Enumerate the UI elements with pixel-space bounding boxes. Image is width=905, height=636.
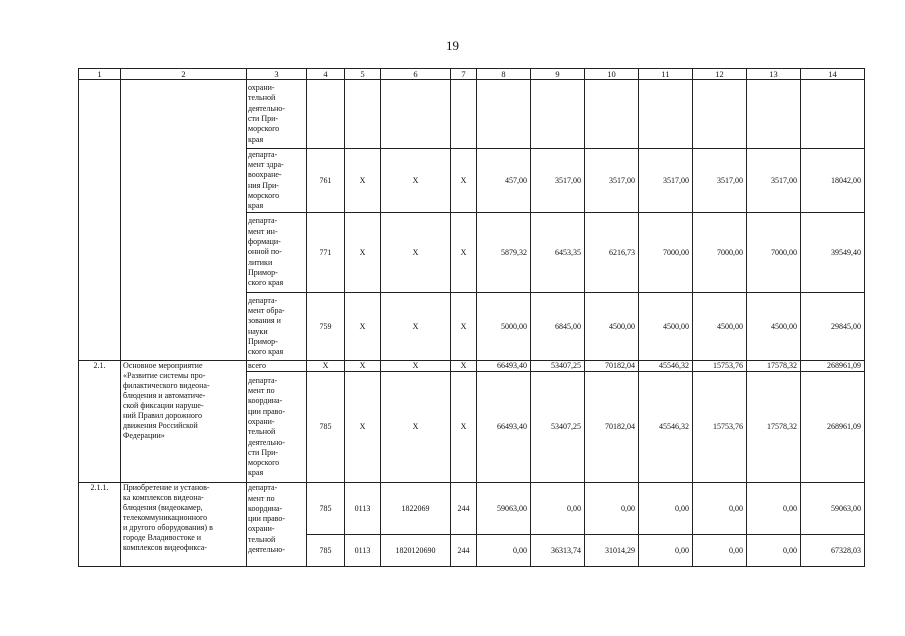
cell-activity xyxy=(121,80,247,361)
cell-amount: 4500,00 xyxy=(585,293,639,361)
cell-code: X xyxy=(451,293,477,361)
cell-amount: 7000,00 xyxy=(747,213,801,293)
column-header: 4 xyxy=(307,69,345,80)
cell-amount: 6453,35 xyxy=(531,213,585,293)
cell-executor: департа- мент здра- воохране- ния При- морского края xyxy=(247,149,307,213)
cell-executor: департа- мент обра- зования и науки Примор- ского края xyxy=(247,293,307,361)
cell-code: X xyxy=(451,372,477,483)
cell-code: X xyxy=(345,372,381,483)
budget-table xyxy=(78,68,865,567)
table-row xyxy=(79,80,865,149)
cell-amount: 59063,00 xyxy=(477,483,531,535)
cell-code: 244 xyxy=(451,535,477,567)
cell-amount: 0,00 xyxy=(531,483,585,535)
cell-amount: 5879,32 xyxy=(477,213,531,293)
cell-amount: 3517,00 xyxy=(693,149,747,213)
cell xyxy=(639,80,693,149)
cell-amount: 3517,00 xyxy=(747,149,801,213)
cell-amount: 4500,00 xyxy=(639,293,693,361)
cell-amount: 45546,32 xyxy=(639,361,693,372)
cell-amount: 0,00 xyxy=(693,535,747,567)
cell-code: 1820120690 xyxy=(381,535,451,567)
cell-amount: 31014,29 xyxy=(585,535,639,567)
cell-code: X xyxy=(381,361,451,372)
cell-amount: 15753,76 xyxy=(693,361,747,372)
cell-amount: 45546,32 xyxy=(639,372,693,483)
cell-code: X xyxy=(381,293,451,361)
cell-code: 244 xyxy=(451,483,477,535)
column-header: 6 xyxy=(381,69,451,80)
cell-code: 785 xyxy=(307,483,345,535)
cell xyxy=(693,80,747,149)
cell-amount: 7000,00 xyxy=(639,213,693,293)
column-header: 10 xyxy=(585,69,639,80)
cell-code: 759 xyxy=(307,293,345,361)
column-header: 14 xyxy=(801,69,865,80)
cell-executor: департа- мент по координа- ции право- охрани- тельной деятельно- сти При- морского края xyxy=(247,372,307,483)
cell xyxy=(585,80,639,149)
cell-code: X xyxy=(451,149,477,213)
cell-amount: 17578,32 xyxy=(747,361,801,372)
cell-amount: 53407,25 xyxy=(531,361,585,372)
cell-amount: 0,00 xyxy=(639,483,693,535)
column-header: 8 xyxy=(477,69,531,80)
cell-code: 1822069 xyxy=(381,483,451,535)
cell-code: 785 xyxy=(307,372,345,483)
cell-amount: 0,00 xyxy=(639,535,693,567)
column-header: 7 xyxy=(451,69,477,80)
cell-code: 771 xyxy=(307,213,345,293)
cell-code: X xyxy=(381,372,451,483)
cell-amount: 0,00 xyxy=(585,483,639,535)
cell-amount: 53407,25 xyxy=(531,372,585,483)
cell-total: 67328,03 xyxy=(801,535,865,567)
cell-amount: 66493,40 xyxy=(477,372,531,483)
cell-code: X xyxy=(381,149,451,213)
cell-number: 2.1.1. xyxy=(79,483,121,567)
table-row xyxy=(79,361,865,372)
column-header: 11 xyxy=(639,69,693,80)
cell-total: 268961,09 xyxy=(801,372,865,483)
column-header: 3 xyxy=(247,69,307,80)
cell-code: X xyxy=(345,149,381,213)
column-header: 1 xyxy=(79,69,121,80)
page-number: 19 xyxy=(446,38,459,53)
cell-amount: 7000,00 xyxy=(693,213,747,293)
column-header: 5 xyxy=(345,69,381,80)
cell-amount: 3517,00 xyxy=(585,149,639,213)
cell-amount: 5000,00 xyxy=(477,293,531,361)
cell-amount: 457,00 xyxy=(477,149,531,213)
cell-executor: департа- мент по координа- ции право- охрани- тельной деятельно- xyxy=(247,483,307,567)
cell-executor: департа- мент ин- формаци- онной по- литики Примор- ского края xyxy=(247,213,307,293)
cell xyxy=(345,80,381,149)
cell-amount: 6845,00 xyxy=(531,293,585,361)
cell-number xyxy=(79,80,121,361)
cell-amount: 0,00 xyxy=(477,535,531,567)
cell xyxy=(531,80,585,149)
cell-amount: 0,00 xyxy=(747,483,801,535)
cell-code: 0113 xyxy=(345,535,381,567)
cell-amount: 4500,00 xyxy=(693,293,747,361)
column-header: 13 xyxy=(747,69,801,80)
cell-executor: охрани- тельной деятельно- сти При- морского края xyxy=(247,80,307,149)
cell-code: X xyxy=(345,213,381,293)
cell-amount: 15753,76 xyxy=(693,372,747,483)
cell-total: 59063,00 xyxy=(801,483,865,535)
cell-code: X xyxy=(451,361,477,372)
cell-code: X xyxy=(307,361,345,372)
cell-code: 0113 xyxy=(345,483,381,535)
cell-amount: 70182,04 xyxy=(585,372,639,483)
cell-code: X xyxy=(451,213,477,293)
cell-code: 761 xyxy=(307,149,345,213)
cell-amount: 66493,40 xyxy=(477,361,531,372)
cell-total: 29845,00 xyxy=(801,293,865,361)
cell xyxy=(307,80,345,149)
cell xyxy=(801,80,865,149)
cell-amount: 3517,00 xyxy=(639,149,693,213)
cell-amount: 0,00 xyxy=(747,535,801,567)
cell-amount: 17578,32 xyxy=(747,372,801,483)
cell xyxy=(451,80,477,149)
cell-amount: 70182,04 xyxy=(585,361,639,372)
column-header: 12 xyxy=(693,69,747,80)
cell-executor: всего xyxy=(247,361,307,372)
cell-amount: 0,00 xyxy=(693,483,747,535)
cell-total: 18042,00 xyxy=(801,149,865,213)
cell-code: X xyxy=(345,293,381,361)
cell-amount: 36313,74 xyxy=(531,535,585,567)
cell-activity: Основное мероприятие «Развитие системы про- филактического видеона- блюдения и автоматиче- ской фиксации наруше- ний Правил дорожного движения Российской Федерации» xyxy=(121,361,247,483)
cell-code: X xyxy=(381,213,451,293)
cell-code: X xyxy=(345,361,381,372)
cell-code: 785 xyxy=(307,535,345,567)
cell-total: 39549,40 xyxy=(801,213,865,293)
cell-amount: 3517,00 xyxy=(531,149,585,213)
cell-amount: 6216,73 xyxy=(585,213,639,293)
table-row xyxy=(79,483,865,535)
cell xyxy=(381,80,451,149)
column-header: 2 xyxy=(121,69,247,80)
cell-activity: Приобретение и установ- ка комплексов видеона- блюдения (видеокамер, телекоммуникационного и другого оборудования) в городе Владивостоке и комплексов видеофикса- xyxy=(121,483,247,567)
cell-amount: 4500,00 xyxy=(747,293,801,361)
column-header: 9 xyxy=(531,69,585,80)
cell-number: 2.1. xyxy=(79,361,121,483)
cell xyxy=(477,80,531,149)
header-row xyxy=(79,69,865,80)
cell-total: 268961,09 xyxy=(801,361,865,372)
cell xyxy=(747,80,801,149)
